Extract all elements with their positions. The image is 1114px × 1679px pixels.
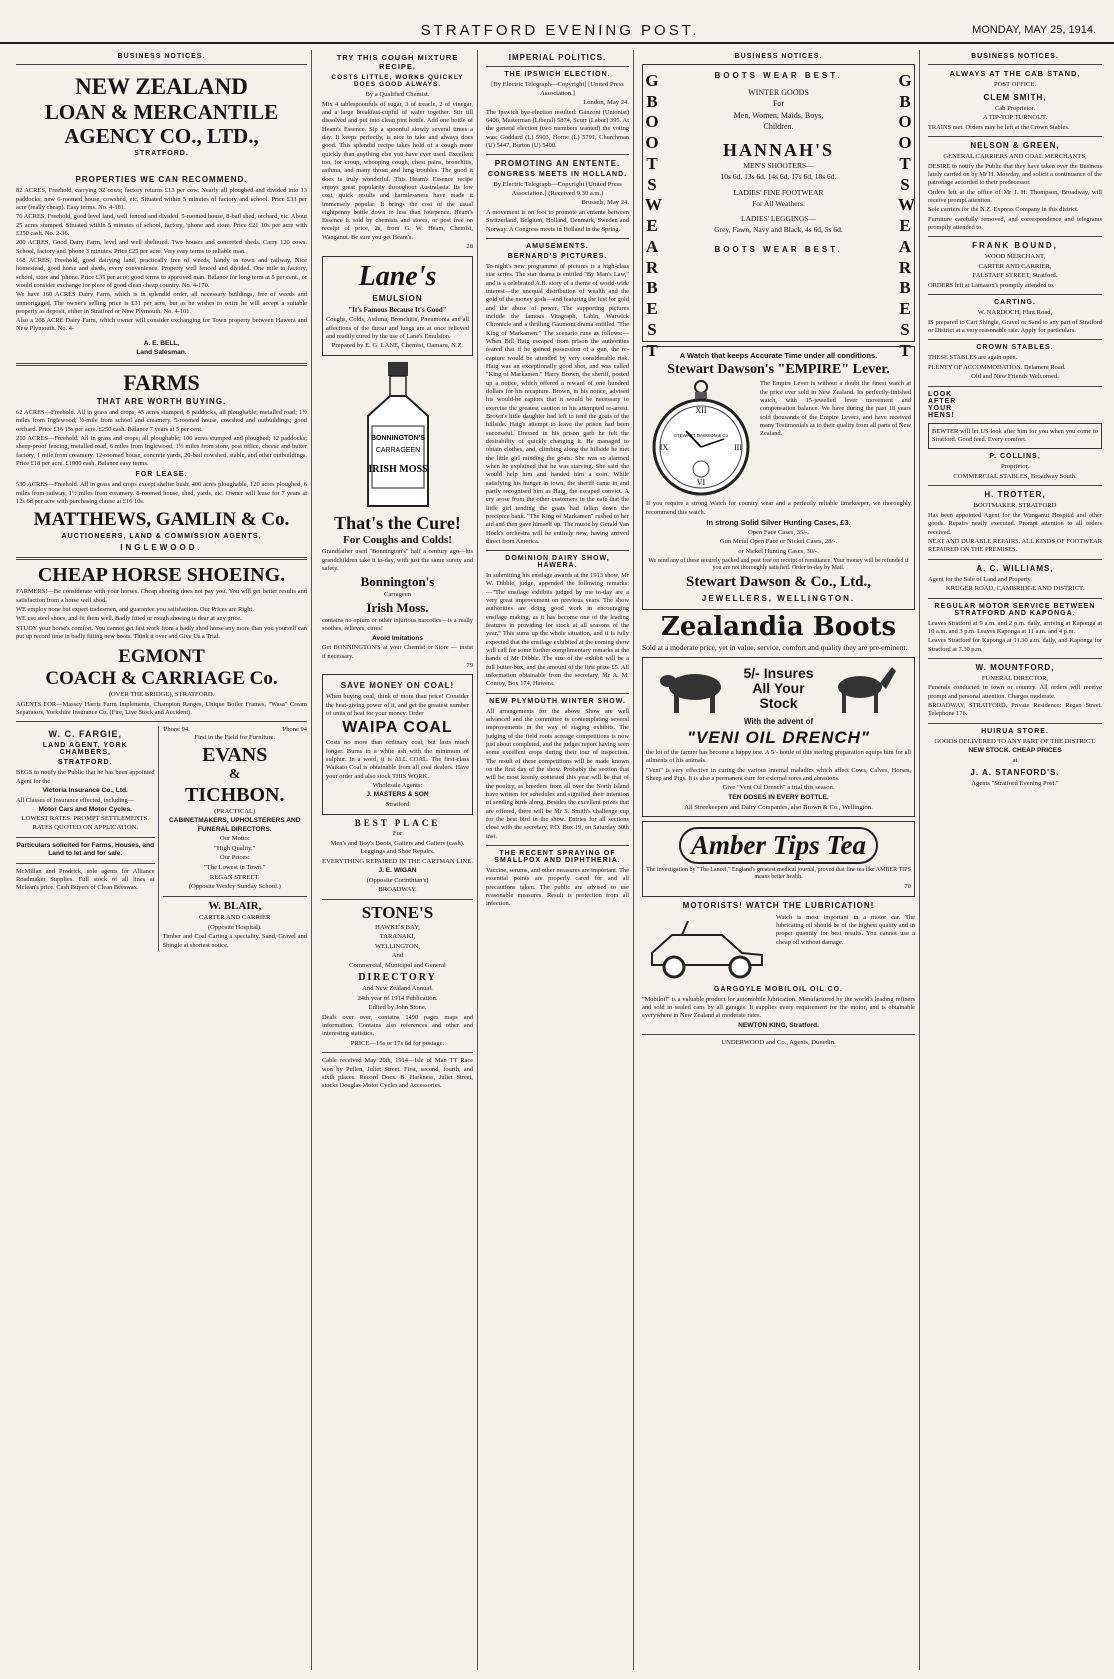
gargoyle-heading: GARGOYLE MOBILOIL OIL CO. [714, 985, 843, 993]
divider [16, 837, 155, 838]
ladies-leggings: LADIES' LEGGINGS— [741, 214, 816, 224]
fargie-rates: LOWEST RATES. PROMPT SETTLEMENTS. RATES QUOTED ON APPLICATION. [21, 815, 149, 831]
lanes-preparer: Prepared by E. G. LANE, Chemist, Oamaru, N.Z. [331, 342, 464, 350]
tichbon-name: TICHBON. [185, 783, 285, 806]
watch-case-open-face: Open Face Cases, 35/-. [748, 528, 809, 536]
evans-ampersand: & [228, 766, 241, 782]
waipa-coal-ad [322, 674, 473, 814]
turnout-text: TRAINS met. Orders may be left at the Crown Stables. [928, 123, 1070, 131]
divider [928, 723, 1102, 724]
wigan-name: J. E. WIGAN [378, 867, 417, 875]
stone-year: 24th year of 1914 Publication. [357, 994, 438, 1002]
mens-shooters-prices: 10s 6d, 13s 6d, 14s 6d, 17s 6d, 18s 6d. [720, 172, 837, 182]
carting-heading: CARTING. [994, 299, 1036, 307]
g-boots-vertical-right: G B O O T S W E A R B E S T [898, 71, 915, 360]
coal-firm: J. MASTERS & SON [366, 791, 429, 799]
huirua-text: GOODS DELIVERED TO ANY PART OF THE DISTRICT. [934, 737, 1096, 745]
farms-subtitle: THAT ARE WORTH BUYING. [96, 397, 227, 407]
horse-shoeing-text: WE use steel shoes, and fit them well. Badly fitted or rough shoeing is dear at any price. [16, 615, 242, 623]
watch-send-note: We send any of these securely packed and post free on receipt of remittance. Your money will be refunded if you are not thoroughly satisfied. Order to-day by Mail. [648, 557, 909, 572]
horse-shoeing-text: FARMERS!—Be considerate with your horses. Cheap shoeing does not pay you. You will get better results and satisfaction from a horse well shod. [16, 588, 307, 604]
bonnington-name: Bonnington's [360, 574, 435, 590]
divider [16, 64, 307, 65]
matthews-gamlin-name: MATTHEWS, GAMLIN & Co. [33, 509, 290, 531]
nz-loan-title-2: LOAN & MERCANTILE [44, 100, 279, 125]
bottle-label-3: IRISH MOSS [367, 463, 428, 475]
best-for: For [392, 829, 403, 837]
divider [16, 363, 307, 366]
winter-show-text: All arrangements for the above Show are well advanced and the committee is contemplating several improvements in the way of staging exhibits. The judging of the field roots acreage competitions is now just about completed, and the judges report having seen some excellent crops during their tour of inspection. The result of these competitions will be made known on the first day of the show. Probably the section that will be most keenly contested this year will be that of the poultry, as breeders from all over the North Island have written for schedules and signified their intention of sending birds along. Besides the excellent prizes that are offered, there will be Mr S. Smith's challenge cup for the best bird in the show. Entries for all sections close with the secretary, P.O. Box 19, on Saturday 30th inst. [486, 707, 629, 840]
for-lease-heading: FOR LEASE. [135, 471, 188, 479]
nz-loan-place: STRATFORD. [134, 150, 189, 158]
entente-heading: PROMOTING AN ENTENTE. [494, 159, 621, 169]
divider [642, 1034, 915, 1035]
watch-description: The Empire Lever is without a doubt the finest watch at the price ever sold in New Zealand. Its perfectly-finished watch, with 15-jewelled lever movement and compensation balance. We have during the past 18 years sold thousands of the Empire Levers, and have received many Testimonials as to their quality from all parts of New Zealand. [760, 380, 912, 438]
pocket-watch-illustration [646, 379, 756, 499]
stone-line-2: TARANAKI, [379, 933, 416, 941]
ipswich-heading: THE IPSWICH ELECTION. [504, 71, 611, 78]
fargie-text: BEGS to notify the Public that he has been appointed Agent for the [16, 769, 155, 785]
motor-service-text: Leaves Stratford at 9 a.m. and 2 p.m. daily, arriving at Kaponga at 10 a.m. and 3 p.m. Leaves Kaponga at 11 a.m. and 4 p.m. [928, 619, 1102, 635]
masthead-title: STRATFORD EVENING POST. [420, 22, 700, 39]
divider [486, 550, 629, 551]
williams-text-2: KRUGER ROAD, CAMBRIDGE AND DISTRICT. [945, 584, 1085, 592]
g-boots-vertical-left: G B O O T S W E A R B E S T [645, 71, 662, 360]
ipswich-text: The Ipswich bye-election resulted: Ganzoni (Unionist) 6406, Masterman (Liberal) 5874, Scurr (Labor) 395. At the general election (two members wanted) the voting was: Goddard (L) 5903, Horne (L) 5791, Churchman (U) 5447, Burton (U) 5400. [486, 108, 629, 149]
nelson-text: DESIRE to notify the Public that they have taken over the Business lately carried on by Mr H. Mowday, and solicit a continuance of the patronage accorded to their predecessor. [928, 162, 1102, 187]
bound-text: ORDERS left at Lamason's promptly attended to. [928, 281, 1055, 289]
veni-give: Give "Veni Oil Drench" a trial this season. [722, 784, 835, 792]
avoid-number: 79 [466, 661, 473, 669]
ladies-leggings-colours: Grey, Fawn, Navy and Black, 4s 6d, 5s 6d. [714, 225, 843, 235]
collins-stables: COMMERCIAL STABLES, Broadway South. [953, 472, 1077, 480]
evans-tichbon-ad [163, 726, 307, 951]
imperial-politics-heading: IMPERIAL POLITICS. [508, 53, 607, 62]
fargie-name: W. C. FARGIE, [48, 729, 123, 740]
bound-subtitle-2: CARTER AND CARRIER, [978, 262, 1052, 270]
mcmillan-text: McMillan and Prodrick, sole agents for Alliance Roadmaker Supplies. Full stock of all lines at Mclean's price. Cash Buyers of Clean Beeswax. [16, 867, 155, 892]
veni-text-2: "Veni" is very effective in curing the various internal maladies which affect Cows, Calves, Horses, Sheep and Pigs. It is also a permanent cure for external sores and abrasions. [646, 766, 911, 783]
motor-car-illustration [642, 913, 772, 983]
avoid-text: Get BONNINGTON'S at your Chemist or Store — insist if necessary. [322, 644, 473, 660]
w-mountford: W. MOUNTFORD, [975, 662, 1055, 672]
column-1 [12, 50, 312, 1670]
evans-prices-heading: Our Prices: [219, 854, 250, 862]
egmont-subtitle: (OVER THE BRIDGE), STRATFORD. [108, 691, 215, 699]
p-collins: P. COLLINS, [989, 453, 1041, 461]
nz-loan-title-3: AGENCY CO., LTD., [64, 124, 259, 149]
bonnington-carrageen: Carrageen [383, 590, 412, 598]
cable-text: Cable received May 20th, 1914—Isle of Man TT Race won by Pullen, Juliet Street. First, second, fourth, and sixth places. Record Docs. B. Harkness, Juliet Street, stocks Douglas Motor Cycles and Accessories. [322, 1057, 473, 1090]
watch-recommend: If you require a strong Watch for country wear and a perfectly reliable timekeeper, we thoroughly recommend this watch. [646, 500, 911, 516]
cab-post-office: POST OFFICE. [993, 81, 1037, 88]
evans-phone-right: 'Phone 94 [281, 726, 307, 734]
motor-service-heading: REGULAR MOTOR SERVICE BETWEEN STRATFORD AND KAPONGA. [934, 602, 1096, 617]
mountford-text-2: BROADWAY, STRATFORD. Private Residence: Regan Street. Telephone 176. [928, 702, 1102, 718]
stewart-dawson-ad [642, 346, 915, 610]
stewart-dawson-firm: Stewart Dawson & Co., Ltd., [686, 574, 871, 591]
divider [486, 238, 629, 239]
lanes-tagline: "It's Famous Because It's Good" [348, 306, 447, 315]
entente-dateline: Brussels, May 24. [581, 199, 629, 207]
svg-text:XII: XII [695, 406, 707, 416]
evans-phone-row [163, 726, 307, 733]
masthead-date: MONDAY, MAY 25, 1914. [972, 24, 1096, 36]
bernards-text: To-night's new programme of pictures is a high-class star series. The star drama is entitled "By Man's Law," and is a celebrated A.B. story of a theme of world-wide interest—the unequal distribution of wealth and the gold of the money gods—and featuring the lust for gold and the abuse of power. The supporting pictures include the famous Vitagraph, Labin, Warwick Chronicle and a thrilling Gaumont drama entitled "The King of Markamen." The scenario runs as follows:—When Bill Haig escaped from prison the authorities feared that if he gained possession of a gun, the re-capture would be attended by very considerable risk. Haig was an exceptionally good shot, and was called "King of Markamen." Harry Brown, the sheriff, posted up a notice, which offered a reward of one hundred dollars for his recapture. Brown, in his notice, advised his would-be captors that it would be necessary to exercise the greatest caution in his attempted re-arrest. Brown's little daughter had left to tend the goats of the hillside. Haig's attempt to leave the prison had been successful. Dressed in his prison garb he felt the desirability of quickly changing it. He managed to obtain clothes, and, climbing along the hillside he met the little girl minding the goats. She was so alarmed when he explained that he was starving. She said she would help him and handed him a coin. While satisfying his hunger in town, the sheriff came in and partly recognised him as Haig, the escaped convict. A cry arose from the other customers in the cafe that the little girl tending the goats had fallen down the precipice bank. "The King of Markamen" rushed to her aid and then gave himself up. The music by Gerald Van Hock's orchestra will be entirely new, having arrived direct from America. [486, 263, 629, 545]
stone-and: And [391, 952, 404, 960]
winter-for: For [772, 99, 785, 109]
fargie-motor: Motor Cars and Motor Cycles. [38, 805, 132, 813]
watch-case-nickel: or Nickel Hunting Cases, 30/-. [738, 547, 819, 555]
post-agents: Agents "Stratford Evening Post." [971, 780, 1059, 788]
wigan-subtitle: (Opposite Corinthian's) [366, 876, 429, 884]
everything-repaired: EVERYTHING REPAIRED IN THE CARTMAN LINE. [322, 857, 473, 865]
amber-tips-text: The investigation by "The Lancet," England's greatest medical journal, proved that fine tea like AMBER TIPS means better health. [646, 866, 911, 881]
nelson-subtitle: GENERAL CARRIERS AND COAL MERCHANTS, [943, 153, 1087, 161]
divider [928, 294, 1102, 295]
empire-lever-title: Stewart Dawson's "EMPIRE" Lever. [667, 361, 890, 377]
bound-street: FALSTAFF STREET, Stratford. [972, 272, 1058, 280]
matthews-subtitle: AUCTIONEERS, LAND & COMMISSION AGENTS, [61, 533, 262, 541]
hannahs-title: HANNAH'S [722, 139, 834, 160]
farm-listing: 62 ACRES—Freehold. All in grass and crops, 45 acres stumped, 8 paddocks, all ploughable; metalled road; 1½ miles from Inglewood; ½-mile from school and creamery. 5-roomed house, cowshed and outbuildings; good orchard. Price £16 15s per acre. £250 cash. Balance 7 years at 5 per cent. [16, 409, 307, 433]
dairy-show-heading: DOMINION DAIRY SHOW, HAWERA. [505, 555, 610, 570]
cure-subtitle: For Coughs and Colds! [343, 533, 452, 546]
veni-oil-drench-title: "VENI OIL DRENCH" [687, 728, 870, 748]
business-notices-heading: BUSINESS NOTICES. [971, 53, 1059, 60]
divider [486, 845, 629, 846]
nelson-text-3: Sole carriers for the N.Z. Express Company in this district. [928, 206, 1079, 214]
divider [486, 693, 629, 694]
business-notices-heading: BUSINESS NOTICES. [117, 53, 206, 60]
trotter-text: Has been appointed Agent for the Wanganui Hospital and other goods. Repairs neatly executed. Prompt attention to all orders received. [928, 512, 1102, 536]
cough-by: By a Qualified Chemist. [365, 91, 430, 98]
fargie-subtitle: LAND AGENT, YORK CHAMBERS, [42, 742, 128, 757]
horse-shoeing-title: CHEAP HORSE SHOEING. [37, 564, 286, 587]
divider [16, 863, 155, 864]
clem-smith: CLEM SMITH, [983, 92, 1047, 102]
fargie-insurance: Victoria Insurance Co., Ltd. [42, 786, 128, 794]
avoid-imitations: Avoid Imitations [371, 634, 424, 642]
stone-line-3: WELLINGTON, [374, 942, 421, 950]
watch-tagline: A Watch that keeps Accurate Time under all conditions. [679, 351, 878, 360]
motor-service-text-2: Leaves Stratford for Kaponga at 11.30 a.m. daily, and Kaponga for Stratford at 7.30 p.m. [928, 637, 1102, 653]
lanes-text: Coughs, Colds, Asthma, Bronchitis, Pneumonia and all affections of the throat and lungs are at once relieved and readily cured by the use of Lane's Emulsion. [326, 316, 469, 340]
blair-name: W. BLAIR, [208, 899, 262, 912]
wigan-street: BROADWAY. [378, 886, 417, 894]
veni-advent: With the advent of [743, 716, 814, 726]
motorists-row [642, 913, 915, 983]
entente-subheading: CONGRESS MEETS IN HOLLAND. [487, 171, 628, 179]
winter-show-heading: NEW PLYMOUTH WINTER SHOW. [489, 697, 626, 705]
stone-price: PRICE—15s or 17s 6d for postage. [350, 1039, 445, 1047]
fargie-place: STRATFORD. [57, 759, 113, 767]
cow-illustration [660, 661, 730, 716]
coal-heading: SAVE MONEY ON COAL! [340, 681, 455, 691]
lanes-subtitle: EMULSION [372, 294, 423, 304]
bottom-ads-row [16, 726, 307, 951]
evans-motto-heading: Our Motto: [219, 835, 250, 843]
new-stock: NEW STOCK. CHEAP PRICES [968, 747, 1062, 755]
ipswich-dateline: London, May 24. [583, 99, 629, 107]
amber-tips-number: 70 [904, 883, 911, 891]
property-listing: 200 ACRES, Good Dairy Farm, level and well sheltered. Two houses and concreted sheds. Carry 120 cows. School, factory and 'phone 3 minutes. Price £25 per acre. Very easy terms to reliable man. [16, 239, 307, 255]
ladies-fine-footwear: LADIES' FINE FOOTWEAR [733, 187, 824, 197]
cab-proprietor: Cab Proprietor. [994, 104, 1036, 112]
veni-stockists: All Storekeepers and Dairy Companies, also Brown & Co., Wellington. [684, 803, 873, 811]
blair-opposite: (Opposite Hospital). [207, 923, 262, 931]
nelson-green: NELSON & GREEN, [970, 141, 1060, 151]
divider [928, 236, 1102, 237]
underwood-agents: UNDERWOOD and Co., Agents, Dunedin. [721, 1039, 836, 1047]
nelson-text-4: Furniture carefully removed, and correspondence and telegrams promptly attended to. [928, 215, 1102, 231]
blair-subtitle: CARTER AND CARRIER [199, 914, 271, 922]
amber-tips-tea-ad [642, 821, 915, 897]
divider [163, 896, 307, 897]
lease-listing: 530 ACRES—Freehold. All in grass and crops except shelter bush. 400 acres ploughable, 120 acres ploughed, 6 miles from railway, 1½ miles from creamery. 8-roomed house, shed, yards, etc. Owner will lease for 7 years at 12s 6d per acre with purchasing clause at £16 10s. [16, 481, 307, 505]
evans-practical: (PRACTICAL) [214, 807, 256, 815]
nz-loan-title-1: NEW ZEALAND [75, 74, 248, 99]
winter-customers: Men, Women, Maids, Boys, [733, 110, 824, 120]
bonnington-irish-moss: Irish Moss. [366, 600, 429, 616]
frank-bound: FRANK BOUND, [972, 241, 1058, 251]
watch-row [646, 379, 911, 499]
lanes-title: Lane's [358, 260, 437, 292]
stock-at: at [1012, 756, 1018, 764]
motorists-text-2: "Mobiloil" is a valuable product for automobile lubrication. Manufactured by the world's leading refiners and sold in sealed cans by all garages. It supplies every requirement for the motor, and is obtainable everywhere in New Zealand at moderate rates. [642, 995, 915, 1020]
stone-title: STONE'S [361, 902, 434, 922]
divider [928, 485, 1102, 486]
winter-goods: WINTER GOODS [748, 88, 809, 97]
hens-text: BEWTER will let US look after him for you when you come to Stratford. Good feed. Every comfort. [932, 427, 1098, 443]
veni-animals-row [646, 661, 911, 716]
mens-shooters: MEN'S SHOOTERS— [743, 161, 814, 171]
dairy-show-text: In submitting his ensilage awards at the 1913 show, Mr W. Dibble, judge, appended the following remarks:—"The ensilage exhibits judged by me to-day are a very great improvement on previous years. The show authorities are doing good work in encouraging ensilage making, as it has become one of the leading features in providing for stock at all seasons of the year." This sums up the whole situation, and it is fully expected that the ensilage exhibited at the coming show will call for some further complimentary remarks at the hands of Mr Dibble. The size of the exhibit will be a full butter-box, and the amount of the first prize £5. All information obtainable from the secretary, Mr A. M. Conroy, Box 174, Hawera. [486, 572, 629, 688]
agent-role: Land Salesman. [136, 349, 187, 357]
column-4 [638, 50, 920, 1670]
look-after-hens: LOOK AFTER YOUR HENS! [928, 390, 957, 419]
horse-shoeing-text: STUDY your horse's comfort. You cannot get fast work from a badly shod horse any more than you yourself can put up record time in badly fitting new boots. Think it over and Give Us a Trial. [16, 624, 307, 640]
crown-text-3: Old and New Friends Welcomed. [971, 373, 1059, 381]
evans-name: EVANS [202, 743, 268, 766]
stone-editor: Edited by John Stone. [368, 1004, 427, 1012]
egmont-text: AGENTS FOR—Massey Harris Farm Implements, Champion Ranges, Unique Boiler Frames, "Wasa" Cream Separators, Yorkshire Insurance Co. (Fire, Live Stock and Accident). [16, 700, 307, 716]
lanes-emulsion-ad [322, 256, 473, 356]
crown-text-2: PLENTY OF ACCOMMODATION. Delamere Road. [928, 363, 1066, 371]
masthead [0, 20, 1114, 44]
winter-children: Children. [763, 122, 794, 132]
hens-ad [928, 423, 1102, 450]
veni-oil-drench-ad [642, 657, 915, 817]
tiptop-turnout: A TIP-TOP TURNOUT. [982, 114, 1048, 122]
boots-wear-best-bottom: BOOTS WEAR BEST. [714, 244, 843, 254]
farm-listing: 210 ACRES—Freehold. All in grass and crops; all ploughable; 100 acres stumped and ploughed; 12 paddocks; sheep-proof fencing, metalled road, 6 miles from Inglewood, 1½ miles from store, post office, cheese and butter factory, 1 mile from creamery. 12-roomed house, concrete yards, 20-bail cowshed, stable, and other outbuildings. Price £18 per acre. £1000 cash. Balance easy terms. [16, 435, 307, 467]
recent-text: Vaccine, serums, and other measures are important. The essential points are properly cared for and all precautions taken. The public are advised to use reasonable measures. Result is protection from all infection. [486, 867, 629, 908]
svg-text:VI: VI [696, 478, 706, 488]
cure-text: Grandfather used "Bonnington's" half a century ago—his grandchildren take it to-day, with just the same surety and safety. [322, 548, 473, 572]
trotter-text-2: NEAT AND DURABLE REPAIRS. ALL KINDS OF FOOTWEAR REPAIRED ON THE PREMISES. [928, 537, 1102, 554]
divider [322, 1052, 473, 1053]
matthews-place: INGLEWOOD. [120, 543, 203, 553]
stone-line-1: HAWKE'S BAY, [375, 923, 420, 931]
divider [16, 557, 307, 560]
watch-case-silver: In strong Solid Silver Hunting Cases, £3. [706, 518, 851, 528]
svg-text:IX: IX [659, 443, 669, 453]
hannahs-content [672, 71, 885, 254]
fargie-particulars: Particulars solicited for Farms, Houses, and Land to let and for sale. [16, 841, 155, 858]
williams-text: Agent for the Sale of Land and Property. [928, 575, 1032, 583]
property-listing: Also a 208 ACRE Dairy Farm, which owner will consider exchanging for Town property between Hawera and New Plymouth. No. 4- [16, 317, 307, 333]
egmont-title-1: EGMONT [118, 646, 205, 668]
stone-text: Deals over over, contains 1490 pages maps and information. Contains also references and other and interesting statistics. [322, 1013, 473, 1038]
stanfords: J. A. STANFORD'S. [970, 768, 1060, 778]
waipa-coal-title: WAIPA COAL [342, 719, 453, 737]
column-5 [924, 50, 1106, 1670]
evans-prices: "The Lowest in Town." [203, 863, 266, 871]
crown-stables-heading: CROWN STABLES. [976, 344, 1054, 352]
watch-dial-maker: STEWART DAWSON & Co [673, 433, 729, 439]
trotter-subtitle: BOOTMAKER, STRATFORD [973, 502, 1057, 510]
evans-trade: CABINETMAKERS, UPHOLSTERERS AND FUNERAL DIRECTORS. [168, 817, 301, 833]
blair-text: Timber and Coal Carting a speciality. Sand, Gravel and Shingle at shortest notice. [162, 933, 307, 949]
veni-text: the lot of the farmer has become a happy one. A 5/- bottle of this sterling preparation equips him for all ailments of his animals. [646, 749, 911, 765]
egmont-title-2: COACH & CARRIAGE Co. [45, 668, 278, 690]
motorists-text: Watch is most important in a motor car. The lubricating oil should be of the highest quality and in proper quantity for best results. You cannot use a cheap oil without damage. [776, 913, 915, 946]
property-listing: 82 ACRES, Freehold, carrying 32 cows; factory returns £13 per cow. Nearly all ploughed and divided into 13 paddocks; new 6-roomed house, cowshed, etc. Situated within 5 minutes of factory and school. Price £33 per acre (really cheap). Easy terms. No. 4-181. [16, 187, 307, 211]
coal-text: Costs no more than ordinary coal, but lasts much longer. Burns to a white ash with the minimum of sulphur. In a word, it is ALL COAL. The first-class Waikato Coal is obtainable from all coal dealers. Have your order and also stock THIS WORK. [326, 739, 469, 780]
nelson-text-2: Orders left at the office of Mr J. H. Thompson, Broadway, will receive prompt attention. [928, 188, 1102, 204]
divider [928, 386, 1102, 387]
nardoch-text: IS prepared to Cart Shingle, Gravel or Sand to any part of Stratford or District at a very reasonable rate. Apply for particulars. [928, 318, 1102, 335]
newton-king: NEWTON KING, Stratford. [738, 1021, 819, 1029]
property-listing: We have 160 ACRES Dairy Farm, which is in splendid order, all necessary buildings, free of weeds and unmortgaged. The owner's selling price is £31 per acre, but as he wishes to retire he will accept a suitable property as deposit, either in Stratford or New Plymouth. No. 4-101. [16, 291, 307, 315]
h-trotter: H. TROTTER, [984, 490, 1046, 500]
veni-doses: TEN DOSES IN EVERY BOTTLE. [728, 794, 829, 802]
ac-williams: A. C. WILLIAMS, [976, 563, 1054, 573]
business-notices-heading: BUSINESS NOTICES. [734, 53, 823, 60]
property-listing: 168 ACRES, Freehold, good dairying land, practically free of weeds, handy to town and railway. Nice homestead, good horse and sheds, every convenience. Property well fenced and divided. One mile to factory, school, store and 'phone. Price £35 per acre; good terms to approved man. Balance for long term at 5 per cent., or would consider exchange for piece of good clean cheap country. No. 4-170. [16, 256, 307, 289]
property-listing: 76 ACRES, Freehold, good level land, well fenced and divided. 5-roomed house, 8-bail shed, orchard, etc. About 25 acres stumped. Situated within 5 minutes of school, factory, 'phone and store. Price £21 10s per acre with £250 cash. No. 2-36. [16, 213, 307, 237]
divider [486, 154, 629, 155]
evans-street: REGAN STREET. [209, 873, 260, 881]
fargie-insurance-text: All Classes of Insurance effected, including— [16, 796, 135, 804]
best-lines: Men's and Boy's Boots, Gaiters and Gaiters (cash). Leggings and Shoe Repairs. [330, 839, 465, 856]
entente-text: A movement is on foot to promote an entente between Switzerland, Belgium, Holland, Denmark, Sweden and Norway. A Congress meets in Holland in the Spring. [486, 209, 629, 233]
zealandia-boots-title: Zealandia Boots [660, 611, 897, 642]
divider [928, 598, 1102, 599]
ladies-all-weathers: For All Weathers. [752, 198, 805, 208]
evans-motto: "High Quality." [214, 844, 256, 852]
stone-line-4: Commercial, Municipal and General [349, 962, 446, 970]
boots-wear-best-top: BOOTS WEAR BEST. [714, 71, 843, 80]
cough-number: 28 [466, 243, 473, 251]
huirua-store: HUIRUA STORE. [981, 727, 1049, 735]
stone-directory: DIRECTORY [358, 971, 437, 983]
irish-moss-bottle-illustration [348, 360, 448, 510]
zealandia-text: Sold at a moderate price, yet in value, service, comfort and quality they are pre-eminent. [642, 643, 908, 653]
motorists-heading: MOTORISTS! WATCH THE LUBRICATION! [682, 900, 875, 910]
column-2 [318, 50, 478, 1670]
ipswich-byline: [By Electric Telegraph—Copyright] [United Press Association.] [491, 81, 624, 97]
divider [486, 66, 629, 67]
five-shilling-insures: 5/- Insures All Your Stock [743, 665, 814, 711]
watch-case-gun-metal: Gun Metal Open Face or Nickel Cases, 28/-. [719, 538, 838, 546]
nardoch-name: W. NARDOCH, Flint Road, [977, 309, 1053, 317]
cough-heading: TRY THIS COUGH MIXTURE RECIPE. [336, 53, 459, 71]
entente-byline: By Electric Telegraph—Copyright [United Press Association.] (Received 9.30 a.m.) [493, 181, 622, 197]
divider [928, 339, 1102, 340]
evans-phone-left: 'Phone 94. [162, 726, 190, 734]
coal-intro: When buying coal, think of more than price! Consider the heat-giving power of it, and get the greatest number of units of heat for your money. Order [326, 693, 469, 718]
bound-subtitle: WOOD MERCHANT, [984, 253, 1046, 261]
coal-place: Stratford [385, 800, 410, 808]
bottle-label-2: CARRAGEEN [375, 446, 420, 454]
mountford-subtitle: FUNERAL DIRECTOR, [981, 674, 1049, 682]
bernards-heading: BERNARD'S PICTURES. [507, 253, 608, 260]
properties-heading: PROPERTIES WE CAN RECOMMEND. [75, 175, 248, 185]
cab-stand: ALWAYS AT THE CAB STAND, [949, 69, 1081, 78]
evans-opposite: (Opposite Wesley Sunday School.) [188, 883, 281, 891]
amber-tips-title: Amber Tips Tea [679, 827, 878, 863]
farms-title: FARMS [123, 369, 200, 395]
divider [928, 64, 1102, 65]
stone-annual: And New Zealand Annual. [362, 985, 433, 993]
stewart-dawson-location: JEWELLERS, WELLINGTON. [701, 593, 856, 603]
amusements-heading: AMUSEMENTS. [526, 243, 589, 250]
fargie-ad [16, 726, 159, 951]
cure-title: That's the Cure! [334, 512, 461, 533]
column-3 [482, 50, 634, 1670]
bonnington-text: contains no opium or other injurious narcotics—is a really soothes, relieves, cures! [322, 617, 473, 633]
horse-illustration [828, 661, 898, 716]
divider [928, 559, 1102, 560]
agent-name: A. E. BELL, [143, 339, 180, 347]
coal-agents: Wholesale Agents: [372, 781, 423, 789]
horse-shoeing-text: WE employ none but expert tradesmen, and guarantee you satisfaction. Our Prices are Right. [16, 605, 254, 613]
divider [322, 899, 473, 900]
recent-heading: THE RECENT SPRAYING OF SMALLPOX AND DIPHTHERIA. [494, 850, 621, 864]
collins-proprietor: Proprietor. [1000, 463, 1030, 471]
cough-text: Mix 4 tablespoonfuls of sugar, 3 of treacle, 2 of vinegar, and a large breakfast-cupful of water together. Stir till dissolved and put into clean pint bottle. Add one bottle of Heam's Essence. Sip a spoonful slowly several times a day. It keeps perfectly, is nice to take and always does good. This splendid recipe takes hold of a cough more quickly than anything else you have ever used. Excellent too, for croup, whooping cough, chest pains, bronchitis, asthma, and many throat and lung troubles. The good it does is truly wonderful. This Heam's Essence recipe enjoys great popularity throughout Australasia. Its low cost, quick results and harmlessness have made it immensely popular. It brings the cost of the usual eightpenny bottle down to less than fourpence. Heam's Essence is sold by chemists and stores, or post free on receipt of price, 2s, from G. W. Heam, Chemist, Wanganui. Be sure you get Heam's. [322, 100, 473, 241]
crown-text: THESE STABLES are again open. [928, 354, 1018, 362]
mountford-text: Funerals conducted in town or country. All orders will receive prompt and personal attention. Charges moderate. [928, 684, 1102, 700]
evans-first: First in the Field for Furniture. [194, 734, 276, 742]
divider [16, 721, 307, 722]
svg-text:III: III [734, 443, 742, 453]
divider [928, 658, 1102, 659]
bottle-label-1: BONNINGTON'S [370, 434, 425, 442]
cough-subheading: COSTS LITTLE, WORKS QUICKLY DOES GOOD ALWAYS. [331, 74, 464, 88]
best-place-title: BEST PLACE [354, 817, 441, 828]
divider [928, 136, 1102, 137]
